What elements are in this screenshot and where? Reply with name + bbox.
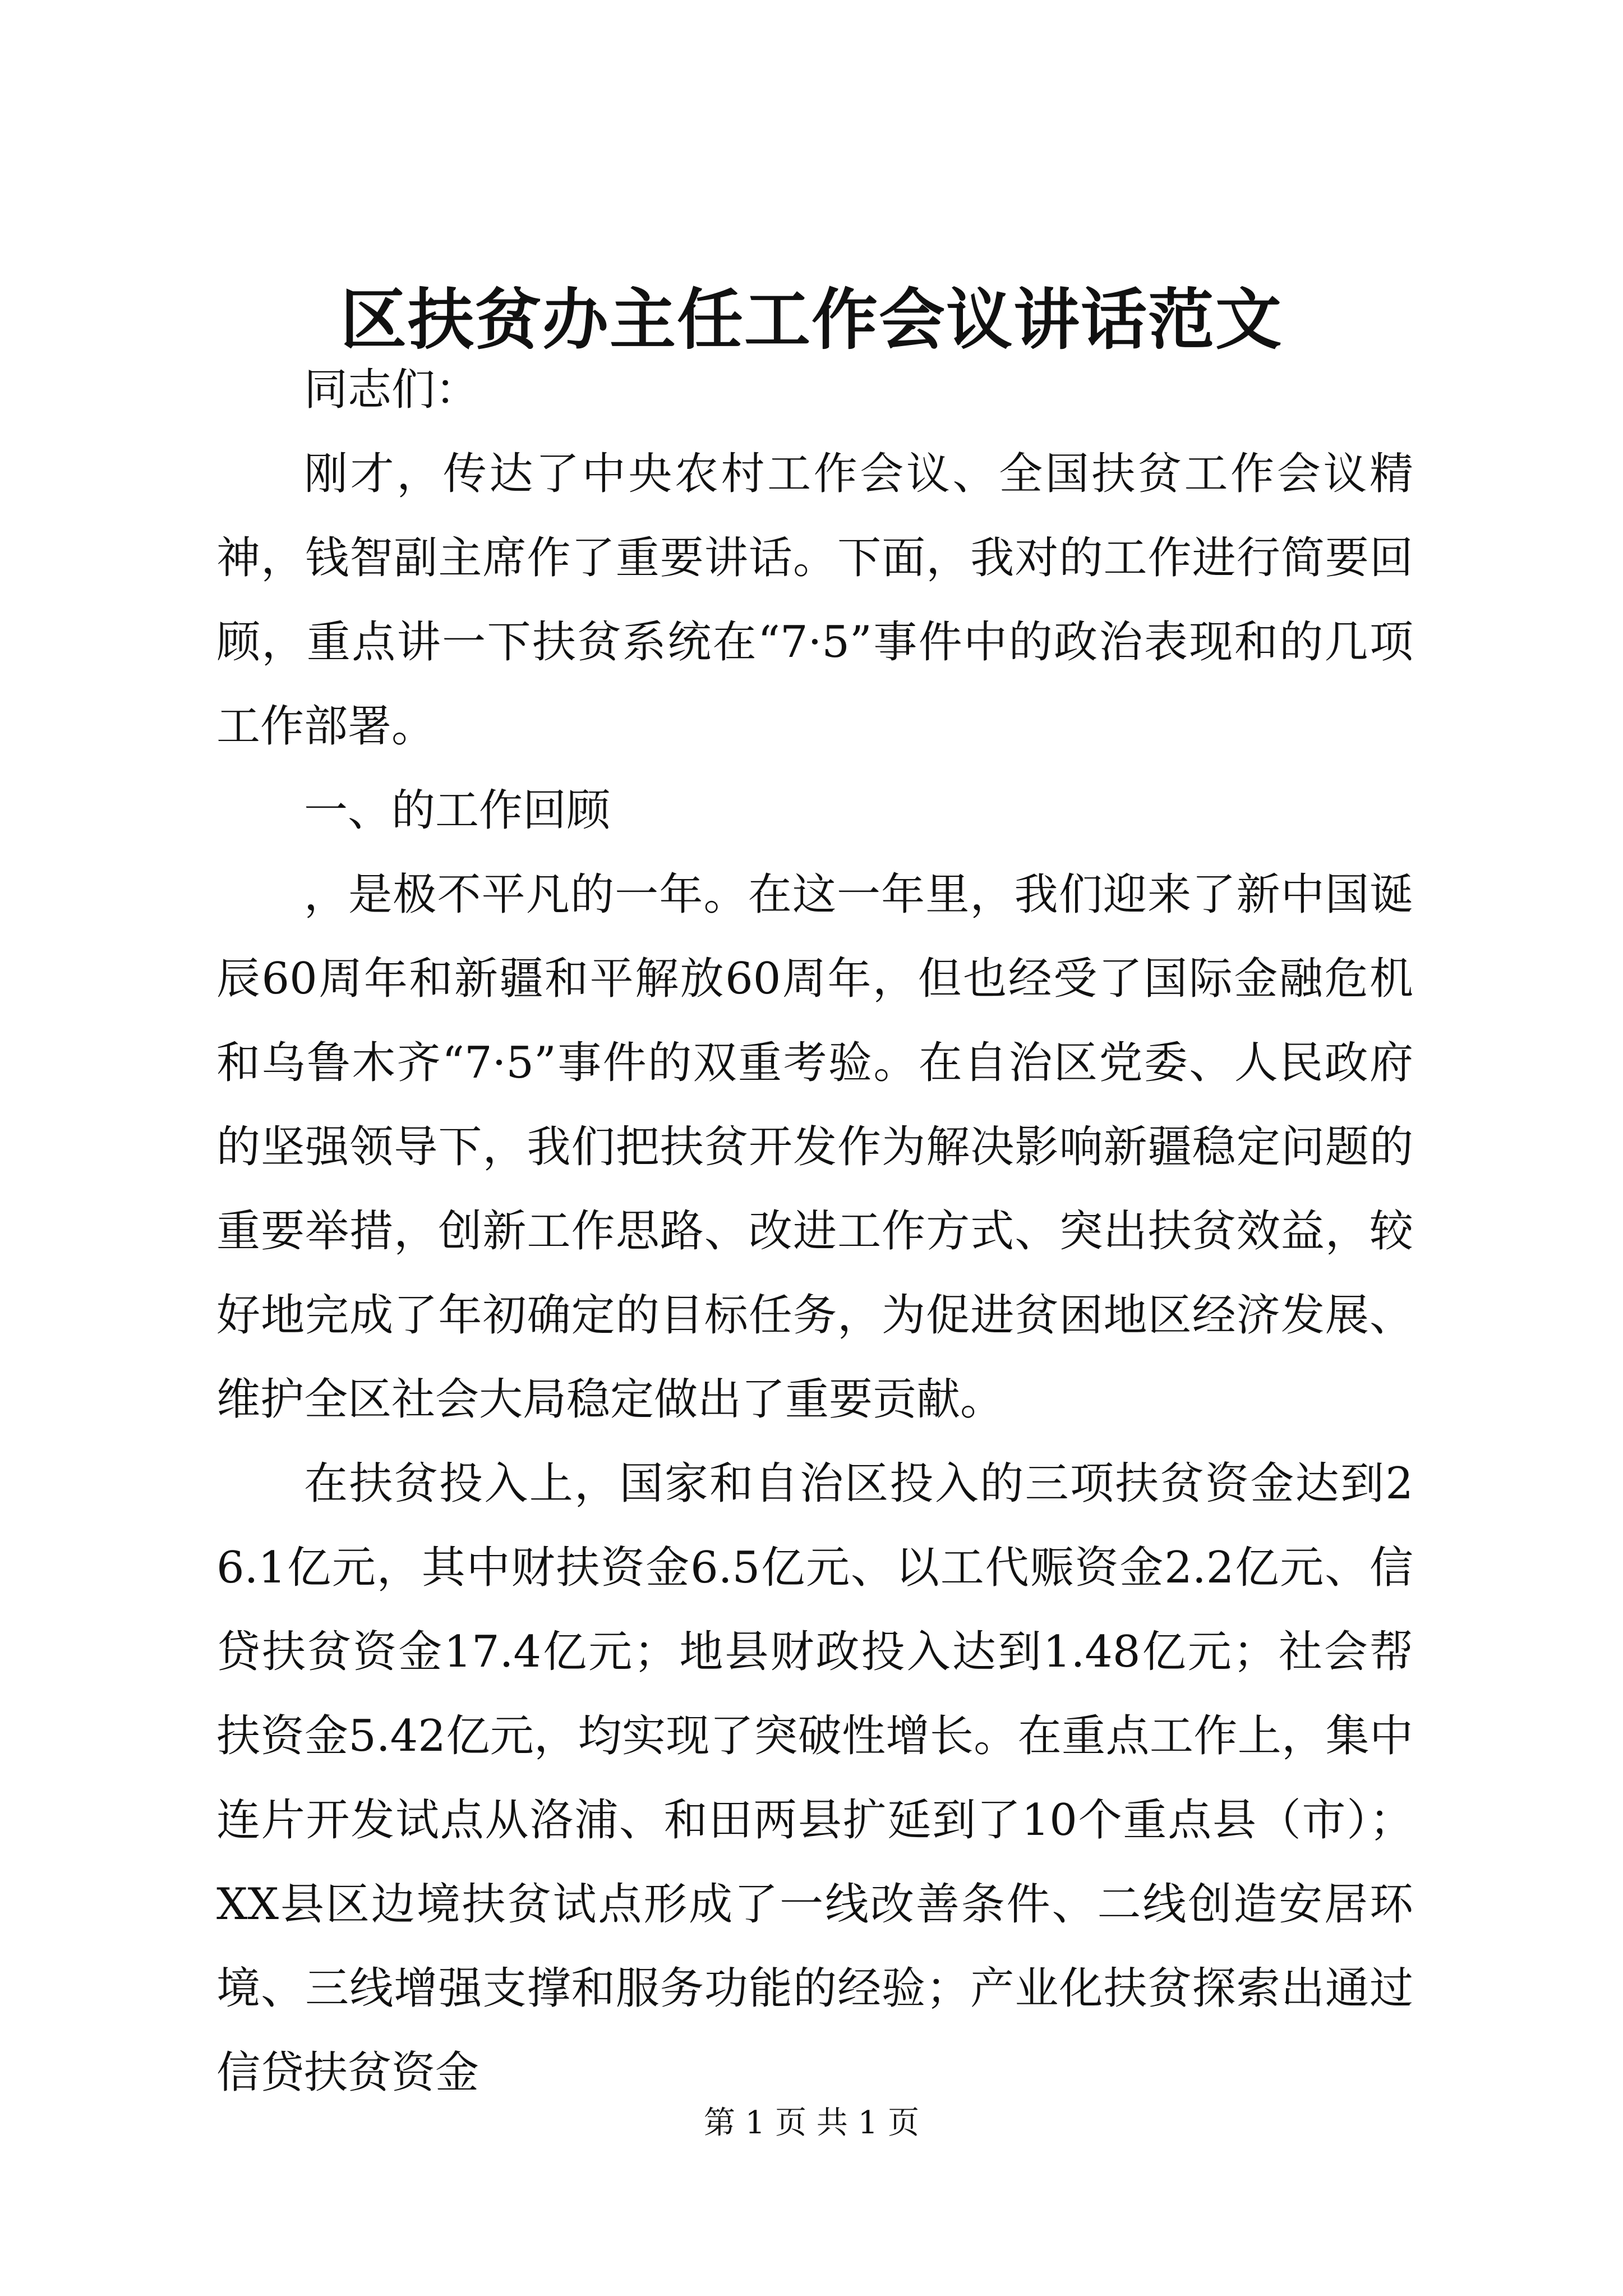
document-body <box>216 348 1413 2115</box>
paragraph-review: ，是极不平凡的一年。在这一年里，我们迎来了新中国诞辰60周年和新疆和平解放60周年，但也经受了国际金融危机和乌鲁木齐“7·5”事件的双重考验。在自治区党委、人民政府的坚强领导下，我们把扶贫开发作为解决影响新疆稳定问题的重要举措，创新工作思路、改进工作方式、突出扶贫效益，较好地完成了年初确定的目标任务，为促进贫困地区经济发展、维护全区社会大局稳定做出了重要贡献。 <box>216 869 1413 1425</box>
document-title: 区扶贫办主任工作会议讲话范文 <box>340 280 1283 358</box>
paragraph-intro: 刚才，传达了中央农村工作会议、全国扶贫工作会议精神，钱智副主席作了重要讲话。下面，我对的工作进行简要回顾，重点讲一下扶贫系统在“7·5”事件中的政治表现和的几项工作部署。 <box>216 449 1413 752</box>
page-footer: 第 1 页 共 1 页 <box>703 2105 920 2141</box>
salutation: 同志们： <box>304 365 479 415</box>
paragraph-investment: 在扶贫投入上，国家和自治区投入的三项扶贫资金达到26.1亿元，其中财扶资金6.5亿元、以工代赈资金2.2亿元、信贷扶贫资金17.4亿元；地县财政投入达到1.48亿元；社会帮扶资金5.42亿元，均实现了突破性增长。在重点工作上，集中连片开发试点从洛浦、和田两县扩延到了10个重点县（市）；XX县区边境扶贫试点形成了一线改善条件、二线创造安居环境、三线增强支撑和服务功能的经验；产业化扶贫探索出通过信贷扶贫资金 <box>216 1458 1413 2098</box>
section-heading: 一、的工作回顾 <box>304 785 611 836</box>
